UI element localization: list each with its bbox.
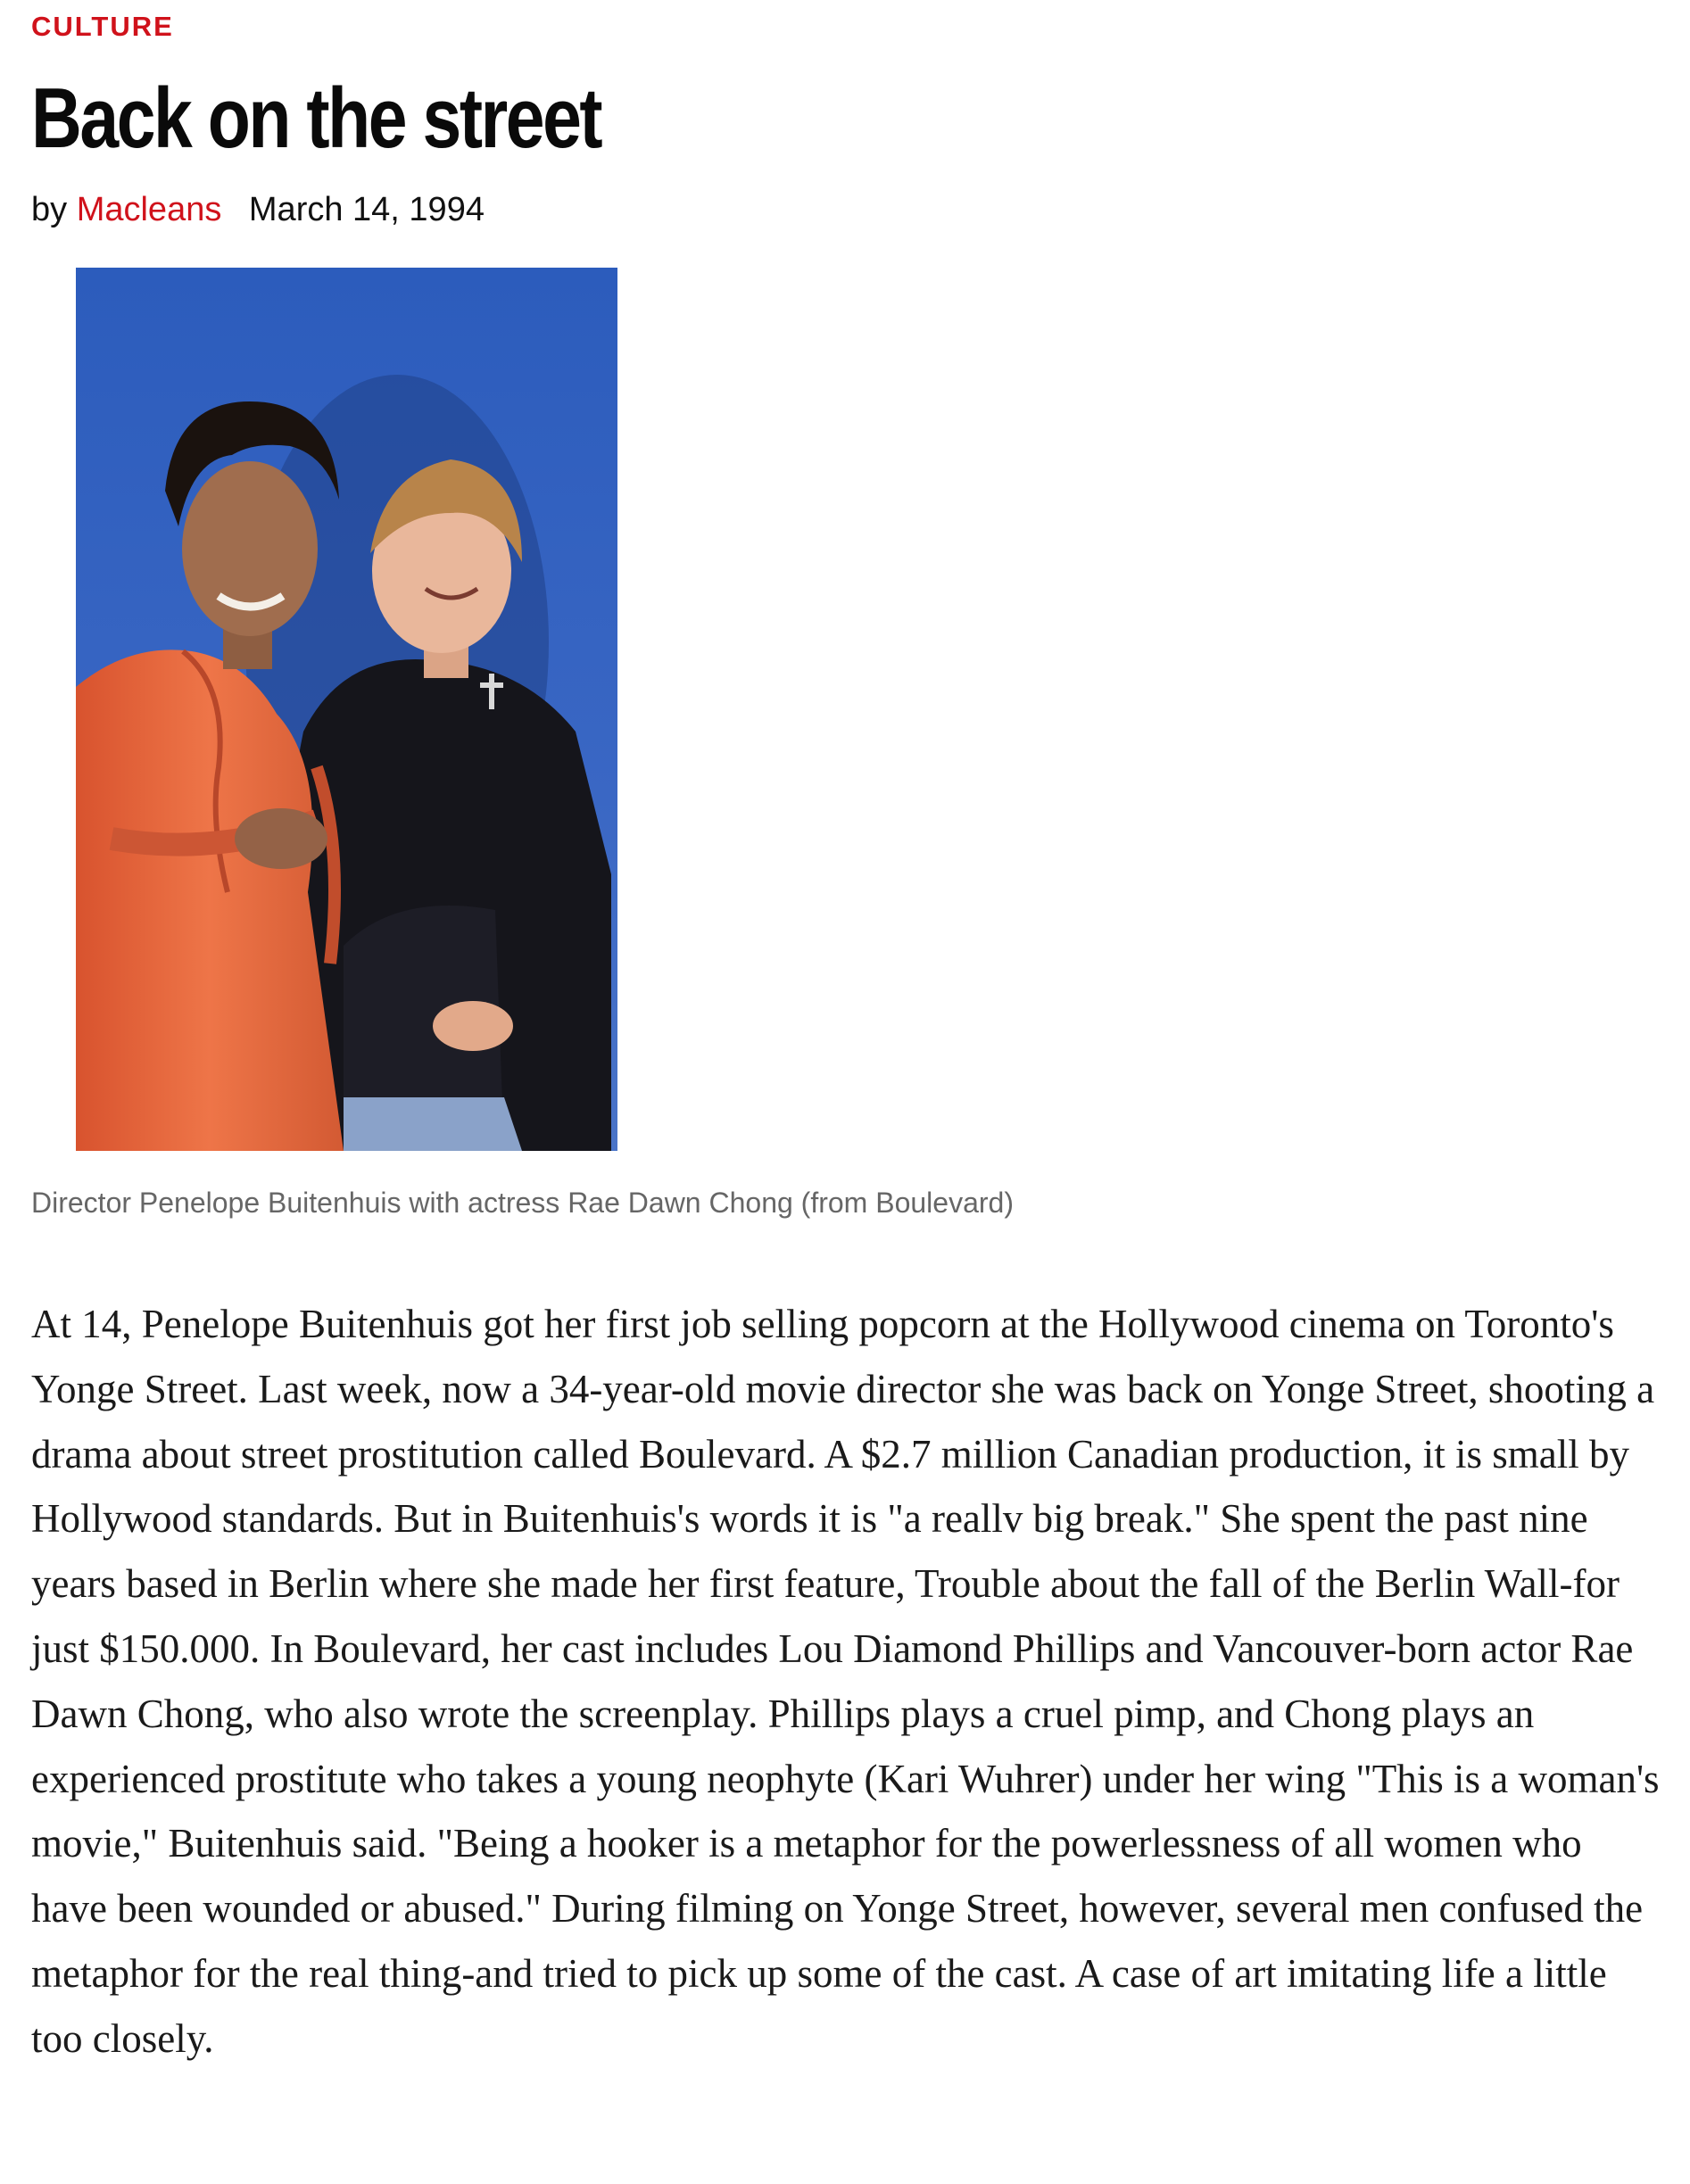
section-label-culture[interactable]: CULTURE: [31, 11, 174, 42]
article-photo: [76, 268, 617, 1151]
article-headline: Back on the street: [31, 70, 601, 166]
photo-caption: Director Penelope Buitenhuis with actress Rae Dawn Chong (from Boulevard): [31, 1187, 1014, 1219]
article-body: At 14, Penelope Buitenhuis got her first job selling popcorn at the Hollywood cinema on Toronto's Yonge Street. Last week, now a 34-year-old movie director she was back on Yonge Street, shooting a drama about street prostitution called Boulevard. A $2.7 million Canadian production, it is small by Hollywood standards. But in Buitenhuis's words it is "a reallv big break." She spent the past nine years based in Berlin where she made her first feature, Trouble about the fall of the Berlin Wall-for just $150.000. In Boulevard, her cast includes Lou Diamond Phillips and Vancouver-born actor Rae Dawn Chong, who also wrote the screenplay. Phillips plays a cruel pimp, and Chong plays an experienced prostitute who takes a young neophyte (Kari Wuhrer) under her wing "This is a woman's movie," Buitenhuis said. "Being a hooker is a metaphor for the powerlessness of all women who have been wounded or abused." During filming on Yonge Street, however, several men confused the metaphor for the real thing-and tried to pick up some of the cast. A case of art imitating life a little too closely.: [31, 1302, 1660, 2061]
photo-illustration: [76, 268, 617, 1151]
author-link[interactable]: Macleans: [76, 191, 222, 228]
byline-prefix: by: [31, 191, 68, 228]
byline: [31, 191, 485, 229]
publish-date: March 14, 1994: [248, 191, 485, 228]
